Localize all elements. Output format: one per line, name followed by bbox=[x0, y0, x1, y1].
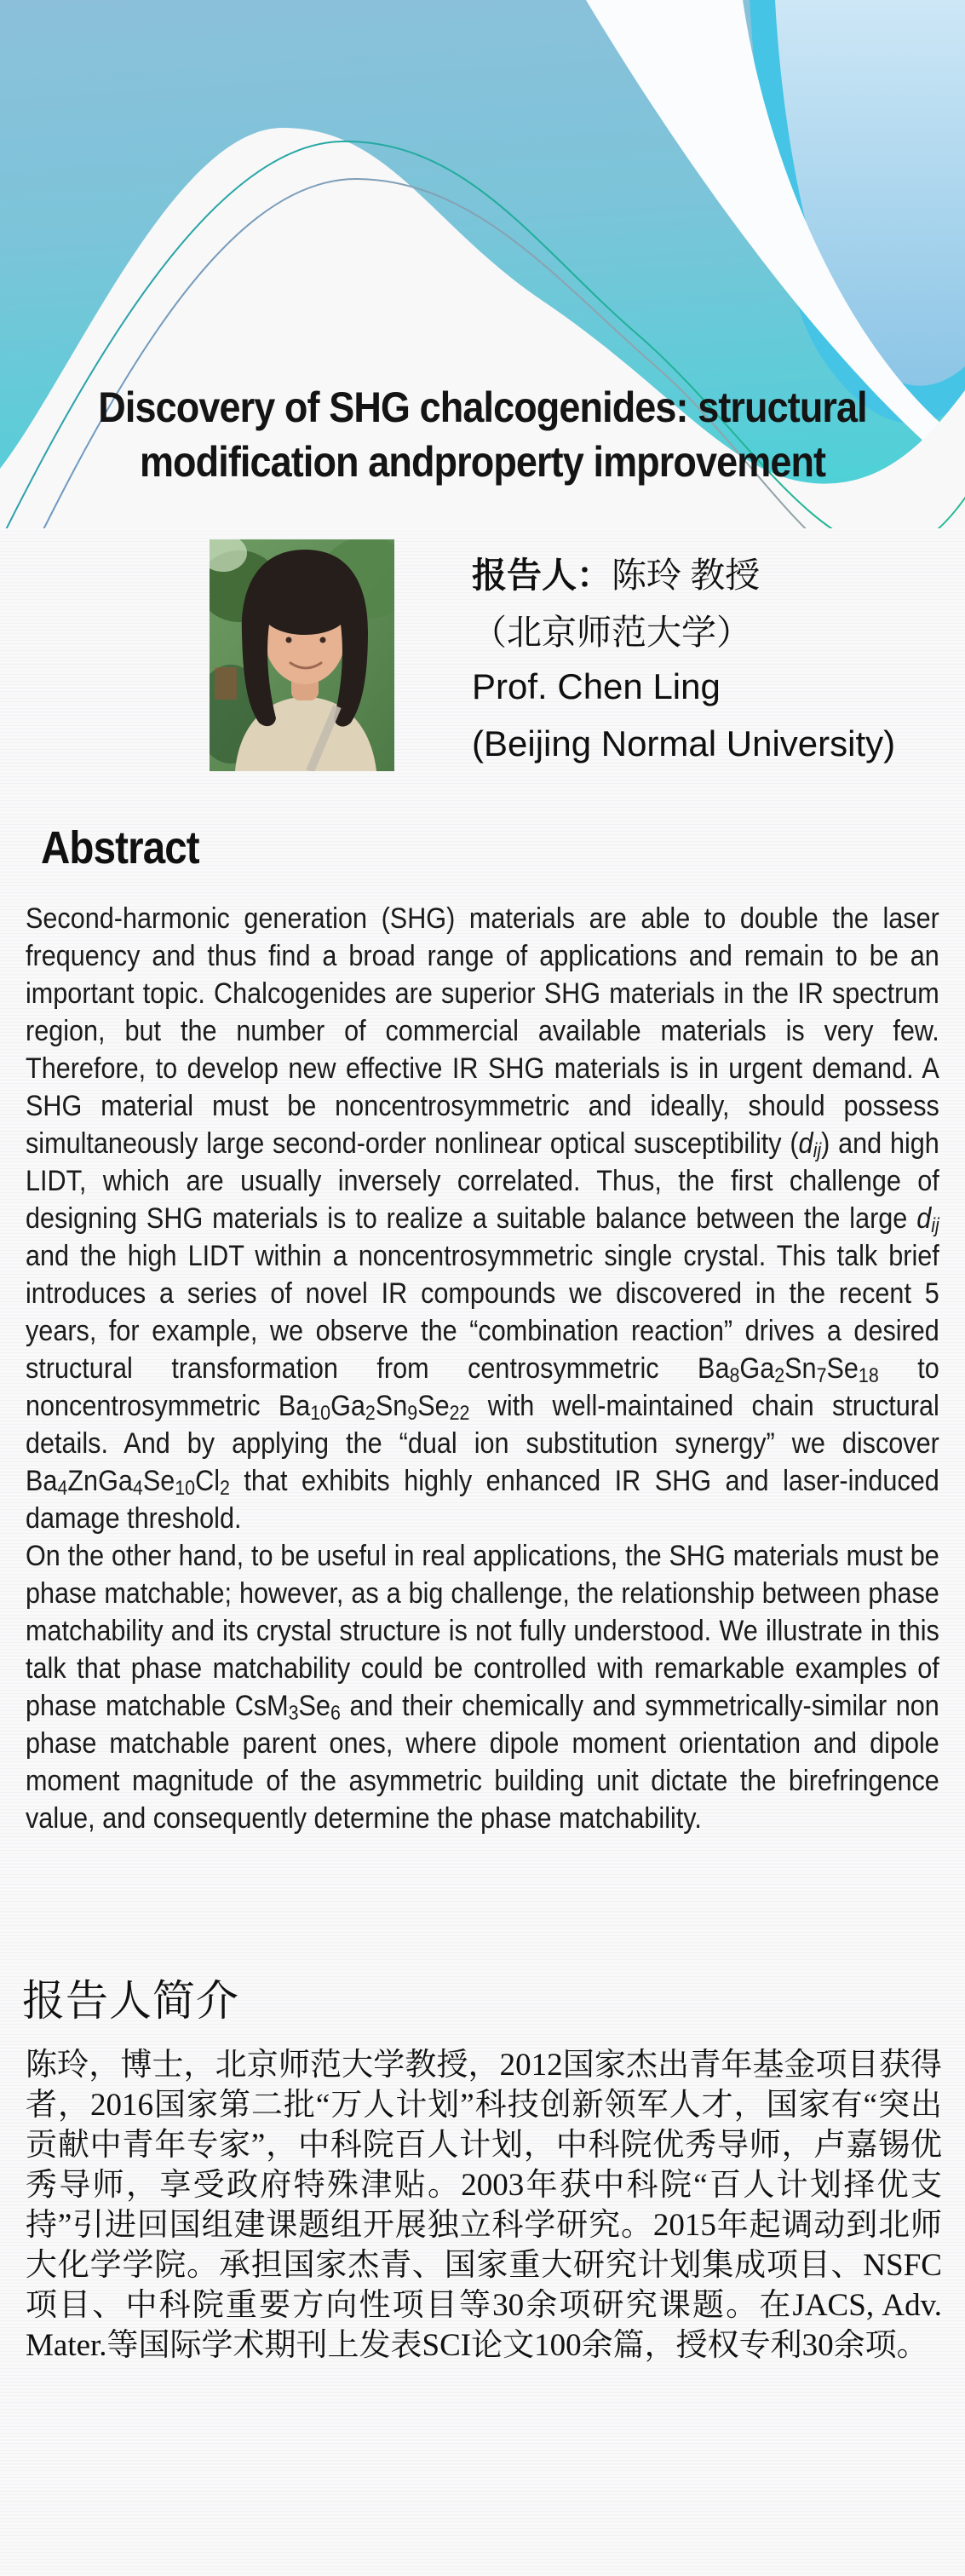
speaker-name-cn: 陈玲 教授 bbox=[612, 556, 761, 595]
poster-title-line-1: Discovery of SHG chalcogenides: structural bbox=[98, 383, 867, 431]
speaker-info bbox=[472, 544, 895, 772]
speaker-affiliation-cn: （北京师范大学） bbox=[472, 613, 751, 652]
abstract-paragraph-2: On the other hand, to be useful in real applications, the SHG materials must be phase matchable; however, as a big challenge, the relationship between phase matchability and its crystal structure is not fully understood. We illustrate in this talk that phase matchability could be controlled with remarkable examples of phase matchable CsM3Se6 and their chemically and symmetrically-similar non phase matchable parent ones, where dipole moment orientation and dipole moment magnitude of the asymmetric building unit dictate the birefringence value, and consequently determine the phase matchability. bbox=[26, 1540, 939, 1835]
bio-heading: 报告人简介 bbox=[22, 1977, 239, 2025]
speaker-name-en: Prof. Chen Ling bbox=[472, 666, 721, 706]
speaker-line-cn bbox=[472, 544, 895, 601]
photo-eye-right bbox=[320, 637, 326, 643]
poster-title bbox=[0, 380, 965, 489]
speaker-photo bbox=[210, 539, 394, 771]
photo-eye-left bbox=[286, 637, 292, 643]
abstract-paragraph-1: Second-harmonic generation (SHG) materials are able to double the laser frequency and thus find a broad range of applications and remain to be an important topic. Chalcogenides are superior SHG materials in the IR spectrum region, but the number of commercial available materials is very few. Therefore, to develop new effective IR SHG materials is in urgent demand. A SHG material must be noncentrosymmetric and ideally, should possess simultaneously large second-order nonlinear optical susceptibility (dij) and high LIDT, which are usually inversely correlated. Thus, the first challenge of designing SHG materials is to realize a suitable balance between the large dij and the high LIDT within a noncentrosymmetric single crystal. This talk brief introduces a series of novel IR compounds we discovered in the recent 5 years, for example, we observe the “combination reaction” drives a desired structural transformation from centrosymmetric Ba8Ga2Sn7Se18 to noncentrosymmetric Ba10Ga2Sn9Se22 with well-maintained chain structural details. And by applying the “dual ion substitution synergy” we discover Ba4ZnGa4Se10Cl2 that exhibits highly enhanced IR SHG and laser-induced damage threshold. bbox=[26, 902, 939, 1535]
poster-title-line-2: modification andproperty improvement bbox=[139, 438, 826, 486]
abstract-heading: Abstract bbox=[41, 822, 199, 873]
photo-fence-hint bbox=[215, 667, 237, 700]
bio-text: 陈玲，博士，北京师范大学教授，2012国家杰出青年基金项目获得者，2016国家第二批“万人计划”科技创新领军人才，国家有“突出贡献中青年专家”，中科院百人计划，中科院优秀导师，卢嘉锡优秀导师，享受政府特殊津贴。2003年获中科院“百人计划择优支持”引进回国组建课题组开展独立科学研究。2015年起调动到北师大化学学院。承担国家杰青、国家重大研究计划集成项目、NSFC项目、中科院重要方向性项目等30余项研究课题。在JACS, Adv. Mater.等国际学术期刊上发表SCI论文100余篇，授权专利30余项。 bbox=[26, 2048, 942, 2363]
speaker-label: 报告人： bbox=[472, 556, 612, 595]
speaker-affiliation-en: (Beijing Normal University) bbox=[472, 723, 896, 764]
abstract-body bbox=[26, 900, 939, 1837]
